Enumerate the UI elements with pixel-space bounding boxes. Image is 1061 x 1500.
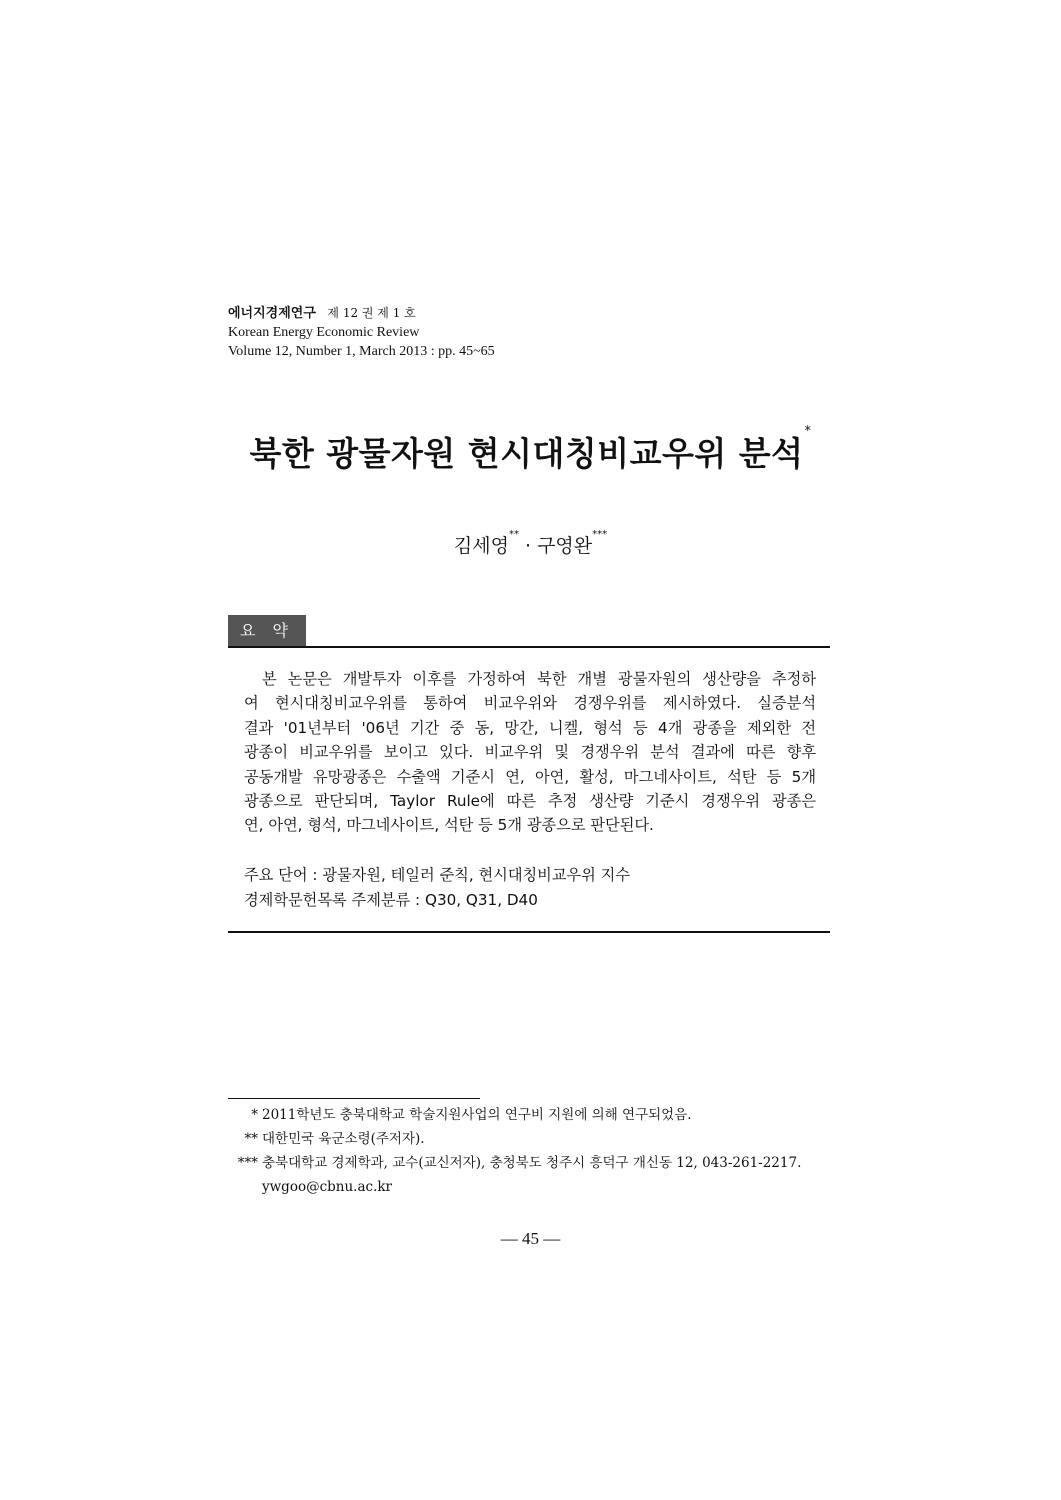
footnote-text: 대한민국 육군소령(주저자).: [262, 1131, 425, 1147]
footnote-separator: [228, 1098, 480, 1099]
abstract-line: 광종이 비교우위를 보이고 있다. 비교우위 및 경쟁우위 분석 결과에 따른 향후: [244, 743, 816, 762]
footnote-text: ywgoo@cbnu.ac.kr: [262, 1179, 392, 1195]
abstract-top-rule: [228, 646, 830, 648]
author-footnote-marker: ***: [592, 529, 608, 540]
footnote: [228, 1151, 838, 1175]
abstract-body: [244, 667, 816, 838]
keywords-label: 주요 단어 :: [244, 866, 323, 884]
footnote-mark: *: [251, 1107, 258, 1123]
author-name: 구영완: [537, 535, 593, 557]
author-separator: ·: [518, 535, 538, 557]
abstract-heading: 요 약: [228, 615, 306, 646]
abstract-line: 본 논문은 개발투자 이후를 가정하여 북한 개별 광물자원의 생산량을 추정하: [262, 670, 816, 688]
jel-label: 경제학문헌목록 주제분류 :: [244, 891, 425, 909]
journal-header-ko: [228, 304, 495, 323]
abstract-line: 연, 아연, 형석, 마그네사이트, 석탄 등 5개 광종으로 판단된다.: [244, 816, 654, 835]
footnote-mark: **: [244, 1131, 258, 1147]
abstract-line: 결과 '01년부터 '06년 기간 중 동, 망간, 니켈, 형석 등 4개 광종을 제외한 전: [244, 718, 816, 737]
abstract-line: 공동개발 유망광종은 수출액 기준시 연, 아연, 활성, 마그네사이트, 석탄 등 5개: [244, 767, 816, 786]
abstract-bottom-rule: [228, 931, 830, 933]
page-number: — 45 —: [500, 1229, 561, 1248]
paper-title: [0, 424, 1061, 475]
author-name: 김세영: [453, 535, 509, 557]
jel-row: [244, 888, 630, 913]
journal-name-ko: 에너지경제연구: [228, 306, 316, 321]
footnote-text: 2011학년도 충북대학교 학술지원사업의 연구비 지원에 의해 연구되었음.: [262, 1107, 692, 1123]
footnote-email: [228, 1175, 838, 1199]
footnote: [228, 1103, 838, 1127]
keywords-row: [244, 863, 630, 888]
footnote-text: 충북대학교 경제학과, 교수(교신저자), 충청북도 청주시 흥덕구 개신동 12, 043-261-2217.: [262, 1155, 802, 1171]
jel-value: Q30, Q31, D40: [424, 891, 538, 909]
author-list: [0, 531, 1061, 558]
journal-name-en: Korean Energy Economic Review: [228, 325, 420, 340]
footnote: [228, 1127, 838, 1151]
keywords-block: [244, 863, 630, 913]
journal-header: [228, 304, 495, 361]
volume-ko: 제 12 권 제 1 호: [327, 306, 416, 320]
footnotes: [228, 1103, 838, 1199]
paper-title-text: 북한 광물자원 현시대칭비교우위 분석: [249, 434, 804, 473]
footnote-mark: ***: [237, 1155, 258, 1171]
keywords-value: 광물자원, 테일러 준칙, 현시대칭비교우위 지수: [322, 866, 631, 884]
abstract-line: 여 현시대칭비교우위를 통하여 비교우위와 경쟁우위를 제시하였다. 실증분석: [244, 694, 816, 713]
author-footnote-marker: **: [508, 529, 519, 540]
abstract-line: 광종으로 판단되며, Taylor Rule에 따른 추정 생산량 기준시 경쟁우위 광종은: [244, 792, 816, 811]
title-footnote-marker: *: [804, 424, 812, 439]
volume-en: Volume 12, Number 1, March 2013 : pp. 45~65: [228, 344, 495, 359]
